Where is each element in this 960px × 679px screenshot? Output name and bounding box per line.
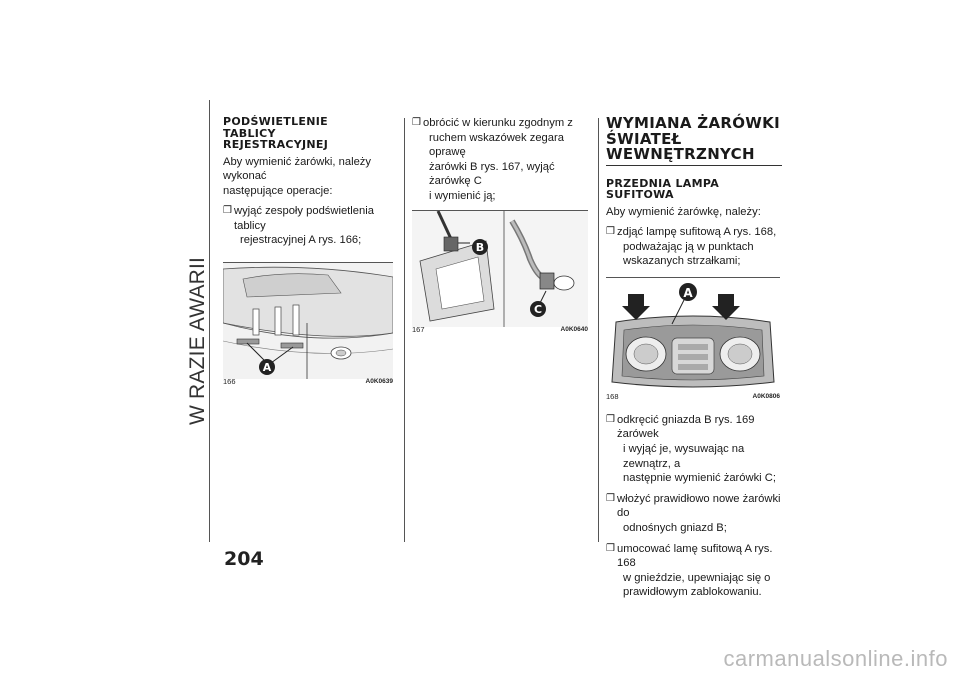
heading-line: ŚWIATEŁ	[606, 129, 682, 148]
text-line: wskazanych strzałkami;	[623, 255, 741, 268]
text-line: następujące operacje:	[223, 184, 333, 197]
bullet-item	[606, 492, 782, 536]
column-3	[606, 116, 782, 606]
checkbox-bullet-icon: ❒	[223, 205, 232, 217]
text-line: ruchem wskazówek zegara oprawę	[429, 131, 564, 159]
page-number: 204	[224, 548, 264, 570]
callout-c-label: C	[533, 302, 543, 316]
heading-interior-bulbs	[606, 116, 782, 166]
figure-number: 166	[223, 377, 236, 387]
heading-line: REJESTRACYJNEJ	[223, 138, 329, 151]
callout-a-label: A	[683, 285, 693, 300]
text-line: w gnieździe, upewniając się o	[623, 571, 771, 584]
bullet-item	[606, 225, 782, 269]
text-line: i wyjąć je, wysuwając na zewnątrz, a	[623, 443, 745, 470]
chapter-side-title: W RAZIE AWARII	[186, 256, 209, 425]
bullet-item	[606, 542, 782, 600]
column-2	[412, 116, 590, 334]
heading-line: TABLICY	[223, 126, 276, 140]
figure-code: A0K0639	[365, 378, 393, 386]
text-line: odkręcić gniazda B rys. 169 żarówek	[617, 413, 755, 441]
checkbox-bullet-icon: ❒	[606, 413, 615, 425]
figure-166	[223, 262, 393, 387]
rear-bumper-illustration	[223, 263, 393, 379]
text-line: podważając ją w punktach	[623, 240, 754, 253]
bulb-holder-illustration	[412, 211, 588, 327]
heading-line: WYMIANA ŻARÓWKI	[606, 114, 780, 132]
figure-168	[606, 277, 780, 402]
watermark: carmanualsonline.info	[723, 646, 948, 671]
ceiling-lamp-illustration	[606, 278, 780, 394]
checkbox-bullet-icon: ❒	[606, 226, 615, 238]
figure-number: 168	[606, 392, 619, 402]
text-line: rejestracyjnej A rys. 166;	[240, 234, 362, 247]
subheading-front-ceiling-lamp	[606, 178, 782, 201]
heading-line: SUFITOWA	[606, 188, 674, 201]
bullet-item	[606, 413, 782, 486]
left-margin-rule	[209, 100, 210, 542]
text-line: wyjąć zespoły podświetlenia tablicy	[234, 205, 374, 232]
heading-line: PODŚWIETLENIE	[223, 115, 328, 128]
checkbox-bullet-icon: ❒	[412, 117, 421, 128]
heading-line: WEWNĘTRZNYCH	[606, 145, 755, 163]
text-line: następnie wymienić żarówki C;	[623, 472, 776, 485]
text-line: odnośnych gniazd B;	[623, 522, 727, 535]
column-divider-2	[598, 118, 599, 542]
intro-paragraph	[223, 155, 393, 199]
text-line: umocować lamę sufitową A rys. 168	[617, 542, 773, 570]
checkbox-bullet-icon: ❒	[606, 492, 615, 504]
checkbox-bullet-icon: ❒	[606, 542, 615, 554]
text-line: prawidłowym zablokowaniu.	[623, 586, 762, 599]
bullet-item	[412, 116, 590, 204]
text-line: Aby wymienić żarówki, należy wykonać	[223, 155, 371, 183]
text-line: i wymienić ją;	[429, 189, 496, 202]
intro-paragraph: Aby wymienić żarówkę, należy:	[606, 205, 761, 218]
bullet-item	[223, 204, 393, 248]
callout-b-label: B	[475, 240, 485, 254]
callout-a-label: A	[262, 361, 272, 375]
figure-167	[412, 210, 588, 334]
figure-code: A0K0640	[560, 325, 588, 333]
figure-number: 167	[412, 324, 425, 334]
figure-code: A0K0806	[752, 393, 780, 401]
text-line: włożyć prawidłowo nowe żarówki do	[617, 492, 781, 520]
text-line: zdjąć lampę sufitową A rys. 168,	[617, 226, 777, 239]
text-line: obrócić w kierunku zgodnym z	[423, 117, 573, 129]
text-line: żarówki B rys. 167, wyjąć żarówkę C	[429, 160, 555, 188]
column-1	[223, 115, 393, 387]
column-divider-1	[404, 118, 405, 542]
heading-license-plate-light	[223, 116, 393, 151]
heading-line: PRZEDNIA LAMPA	[606, 176, 720, 190]
